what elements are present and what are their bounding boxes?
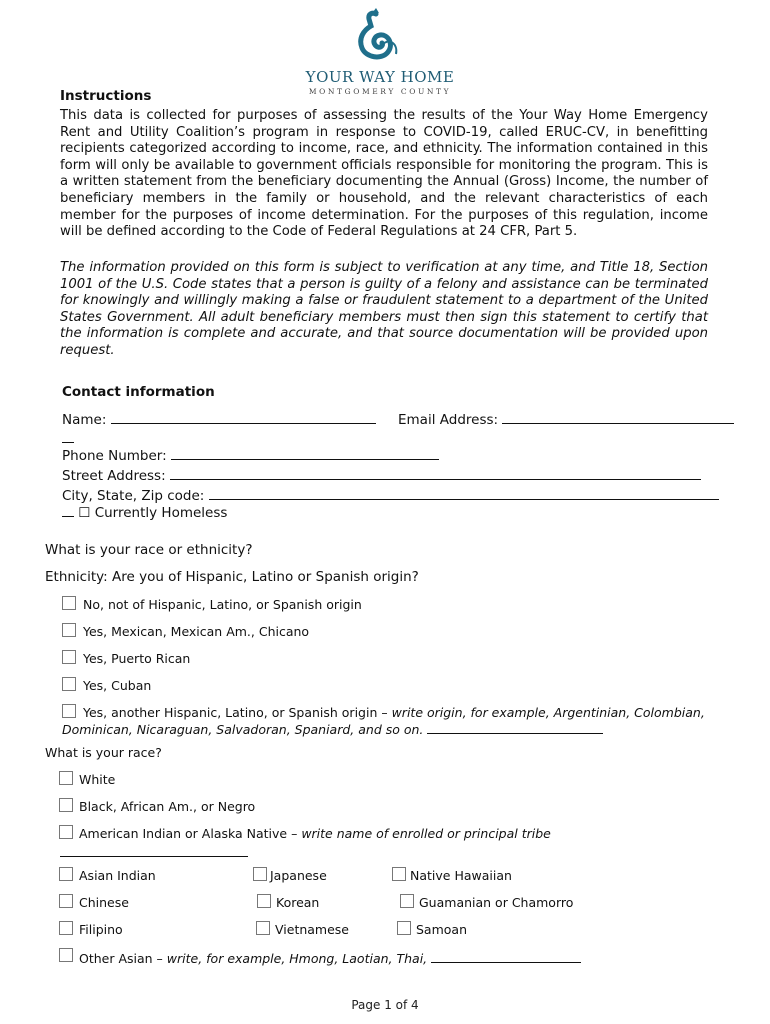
- phone-row: [62, 446, 439, 464]
- race-white-checkbox[interactable]: [59, 771, 73, 785]
- city-label: City, State, Zip code:: [62, 488, 205, 504]
- race-samoan-checkbox[interactable]: [397, 921, 411, 935]
- name-row: [62, 410, 376, 428]
- race-filipino-checkbox[interactable]: [59, 921, 73, 935]
- ethnicity-question: Ethnicity: Are you of Hispanic, Latino or Spanish origin?: [45, 569, 419, 585]
- race-other-asian-label: Other Asian –: [79, 951, 167, 966]
- race-korean-checkbox[interactable]: [257, 894, 271, 908]
- ethnicity-other-label: Yes, another Hispanic, Latino, or Spanish origin –: [83, 705, 392, 720]
- phone-label: Phone Number:: [62, 448, 167, 464]
- race-native-hawaiian-label: Native Hawaiian: [410, 868, 512, 883]
- race-other-asian-hint: write, for example, Hmong, Laotian, Thai,: [166, 951, 428, 966]
- race-black-label: Black, African Am., or Negro: [79, 799, 256, 814]
- ethnicity-other-hint-2: Dominican, Nicaraguan, Salvadoran, Spaniard, and so on.: [62, 722, 424, 737]
- race-other-asian-checkbox[interactable]: [59, 948, 73, 962]
- line-continuation: [62, 429, 74, 443]
- instructions-heading: Instructions: [60, 88, 152, 104]
- race-other-asian-row: [79, 949, 581, 966]
- race-chinese-label: Chinese: [79, 895, 129, 910]
- city-row: [62, 486, 719, 504]
- instructions-paragraph: This data is collected for purposes of assessing the results of the Your Way Home Emergency Rent and Utility Coalition’s program in response to COVID-19, called ERUC-CV, in benefitting recipients categorized according to income, race, and ethnicity. The information contained in this form will only be available to government officials responsible for monitoring the program. This is a written statement from the beneficiary documenting the Annual (Gross) Income, the number of beneficiary members in the family or household, and the relevant characteristics of each member for the purposes of income determination. For the purposes of this regulation, income will be defined according to the Code of Federal Regulations at 24 CFR, Part 5.: [60, 108, 708, 240]
- race-native-label: American Indian or Alaska Native –: [79, 826, 302, 841]
- ethnicity-mexican-label: Yes, Mexican, Mexican Am., Chicano: [83, 624, 310, 639]
- email-label: Email Address:: [398, 412, 499, 428]
- ethnicity-cuban-label: Yes, Cuban: [83, 678, 152, 693]
- race-korean-label: Korean: [276, 895, 320, 910]
- street-field[interactable]: [170, 466, 701, 480]
- race-native-hint: write name of enrolled or principal tribe: [301, 826, 551, 841]
- street-label: Street Address:: [62, 468, 166, 484]
- email-field-continuation: [62, 428, 74, 447]
- race-guamanian-checkbox[interactable]: [400, 894, 414, 908]
- race-asian-indian-label: Asian Indian: [79, 868, 156, 883]
- city-field[interactable]: [209, 486, 719, 500]
- race-japanese-label: Japanese: [270, 868, 327, 883]
- ethnicity-other-checkbox[interactable]: [62, 704, 76, 718]
- name-label: Name:: [62, 412, 107, 428]
- homeless-row: [62, 503, 227, 521]
- homeless-label[interactable]: ☐ Currently Homeless: [78, 505, 228, 521]
- contact-heading: Contact information: [62, 384, 215, 400]
- street-row: [62, 466, 701, 484]
- homeless-blank[interactable]: [62, 503, 74, 517]
- race-native-hawaiian-checkbox[interactable]: [392, 867, 406, 881]
- race-vietnamese-checkbox[interactable]: [256, 921, 270, 935]
- email-row: [398, 410, 734, 428]
- race-filipino-label: Filipino: [79, 922, 123, 937]
- race-black-checkbox[interactable]: [59, 798, 73, 812]
- ethnicity-mexican-checkbox[interactable]: [62, 623, 76, 637]
- race-native-checkbox[interactable]: [59, 825, 73, 839]
- ethnicity-other-hint: write origin, for example, Argentinian, Colombian,: [391, 705, 705, 720]
- swan-logo-icon: [300, 8, 460, 70]
- race-chinese-checkbox[interactable]: [59, 894, 73, 908]
- race-guamanian-label: Guamanian or Chamorro: [419, 895, 574, 910]
- race-white-label: White: [79, 772, 116, 787]
- race-native-row: [79, 826, 551, 841]
- race-question: What is your race?: [45, 745, 162, 760]
- email-field[interactable]: [502, 410, 734, 424]
- race-ethnicity-question: What is your race or ethnicity?: [45, 542, 253, 558]
- tribe-field[interactable]: [60, 843, 248, 857]
- race-vietnamese-label: Vietnamese: [275, 922, 349, 937]
- logo-subtitle: MONTGOMERY COUNTY: [308, 87, 452, 96]
- ethnicity-no-checkbox[interactable]: [62, 596, 76, 610]
- ethnicity-origin-field[interactable]: [427, 720, 603, 734]
- ethnicity-other-row: [83, 705, 705, 720]
- verification-notice: The information provided on this form is subject to verification at any time, and Title 18, Section 1001 of the U.S. Code states that a person is guilty of a felony and assistance can be terminated for knowingly and willingly making a false or fraudulent statement to a department of the United States Government. All adult beneficiary members must then sign this statement to certify that the information is complete and accurate, and that source documentation will be provided upon request.: [60, 260, 708, 358]
- race-asian-indian-checkbox[interactable]: [59, 867, 73, 881]
- your-way-home-logo: [300, 8, 460, 94]
- other-asian-field[interactable]: [431, 949, 581, 963]
- ethnicity-no-label: No, not of Hispanic, Latino, or Spanish origin: [83, 597, 362, 612]
- race-samoan-label: Samoan: [416, 922, 468, 937]
- logo-title: YOUR WAY HOME: [305, 68, 455, 86]
- phone-field[interactable]: [171, 446, 439, 460]
- name-field[interactable]: [111, 410, 376, 424]
- race-japanese-checkbox[interactable]: [253, 867, 267, 881]
- ethnicity-puerto-rican-checkbox[interactable]: [62, 650, 76, 664]
- ethnicity-puerto-rican-label: Yes, Puerto Rican: [83, 651, 191, 666]
- ethnicity-other-row-2: [62, 720, 603, 737]
- page-number: Page 1 of 4: [351, 998, 419, 1012]
- tribe-field-row: [60, 842, 248, 861]
- ethnicity-cuban-checkbox[interactable]: [62, 677, 76, 691]
